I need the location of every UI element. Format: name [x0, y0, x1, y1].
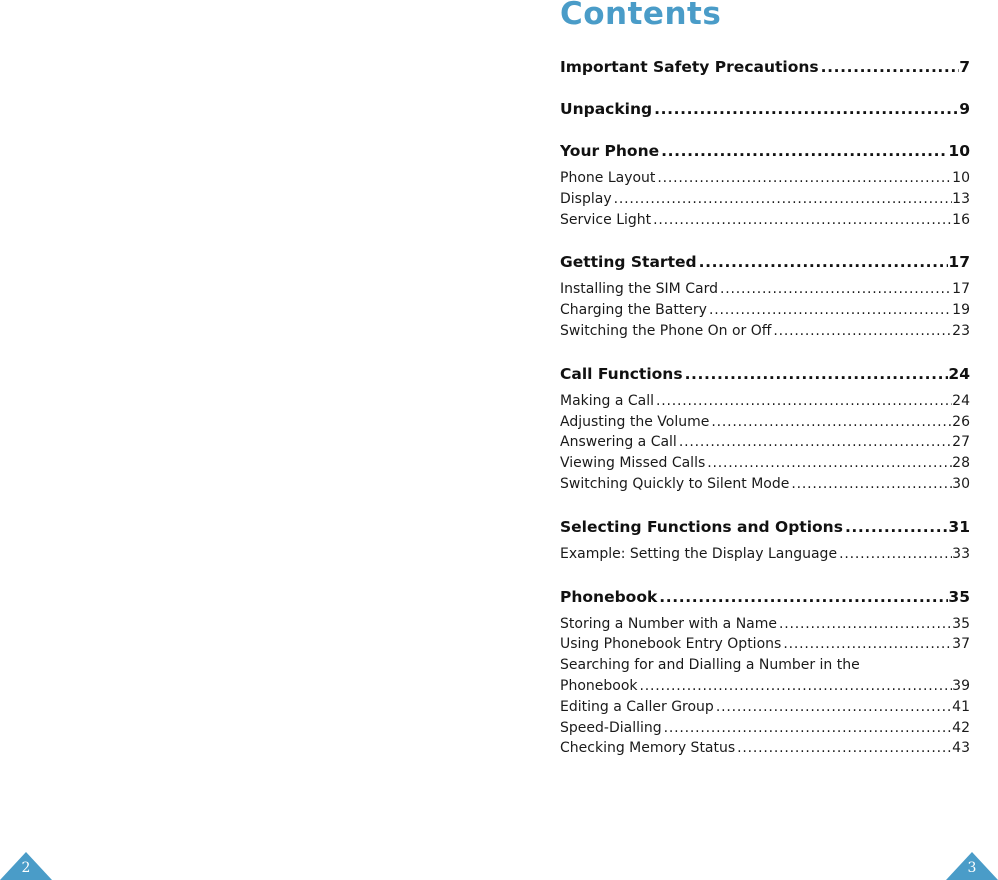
toc-entry-page: 26 [952, 413, 970, 430]
toc-entry-title: Important Safety Precautions [560, 58, 819, 76]
toc-entry-title: Phone Layout [560, 170, 656, 186]
toc-entry-page: 23 [952, 322, 970, 339]
toc-entry[interactable] [560, 391, 970, 412]
toc-chapter-entry[interactable] [560, 364, 970, 384]
toc-entry-page: 17 [952, 281, 970, 298]
table-of-contents [560, 52, 970, 759]
toc-entry-page: 13 [952, 190, 970, 207]
toc-entry[interactable] [560, 189, 970, 210]
toc-entry-page: 37 [952, 636, 970, 653]
toc-entry[interactable] [560, 412, 970, 433]
toc-entry-page: 17 [948, 253, 970, 272]
toc-chapter-entry[interactable] [560, 141, 970, 161]
toc-entry[interactable] [560, 168, 970, 189]
toc-entry-page: 42 [952, 719, 970, 736]
toc-leader-dots [718, 279, 952, 300]
toc-entry-page: 16 [952, 211, 970, 228]
toc-entry-page: 9 [959, 100, 970, 118]
toc-entry-page: 39 [952, 677, 970, 694]
toc-chapter-entry[interactable] [560, 99, 970, 119]
toc-entry[interactable] [560, 738, 970, 759]
toc-leader-dots [652, 99, 959, 119]
page-title: Contents [560, 0, 722, 32]
toc-entry[interactable] [560, 210, 970, 231]
toc-leader-dots [697, 252, 949, 272]
toc-entry[interactable] [560, 614, 970, 635]
toc-chapter-entry[interactable] [560, 57, 970, 77]
toc-entry-title: Selecting Functions and Options [560, 517, 843, 536]
toc-leader-dots [651, 210, 952, 231]
toc-entry-title: Switching Quickly to Silent Mode [560, 475, 790, 492]
toc-entry-page: 30 [952, 475, 970, 492]
toc-entry-title: Making a Call [560, 392, 655, 409]
toc-entry-page: 10 [948, 142, 970, 160]
toc-leader-dots [789, 474, 952, 495]
toc-leader-dots [662, 718, 953, 739]
toc-leader-dots [638, 676, 953, 697]
toc-leader-dots [819, 57, 960, 77]
toc-entry-title: Display [560, 190, 612, 207]
toc-leader-dots [707, 300, 952, 321]
toc-leader-dots [655, 168, 952, 189]
toc-leader-dots [612, 189, 953, 210]
toc-entry-page: 43 [952, 740, 970, 757]
toc-entry[interactable] [560, 544, 970, 565]
toc-entry[interactable] [560, 634, 970, 655]
toc-entry[interactable] [560, 279, 970, 300]
page-number-right-tab [946, 850, 998, 880]
toc-entry-wrapped-line: Searching for and Dialling a Number in the [560, 657, 860, 674]
toc-entry-title: Service Light [560, 211, 652, 228]
toc-entry-page: 31 [948, 517, 970, 536]
toc-leader-dots [705, 453, 952, 474]
page-number-left-tab [0, 850, 52, 880]
toc-entry-title: Answering a Call [560, 434, 677, 451]
toc-entry-title: Storing a Number with a Name [560, 615, 777, 632]
toc-chapter-entry[interactable] [560, 587, 970, 607]
toc-entry-title: Using Phonebook Entry Options [560, 636, 782, 653]
toc-leader-dots [659, 141, 948, 161]
toc-entry[interactable] [560, 718, 970, 739]
toc-leader-dots [843, 517, 948, 537]
toc-leader-dots [714, 697, 952, 718]
toc-entry-page: 35 [948, 587, 970, 606]
toc-entry-title: Adjusting the Volume [560, 413, 710, 430]
toc-entry-title: Phonebook [560, 677, 638, 694]
toc-leader-dots [709, 412, 952, 433]
toc-entry[interactable] [560, 432, 970, 453]
toc-entry-page: 24 [952, 392, 970, 409]
toc-entry-title: Installing the SIM Card [560, 281, 718, 298]
toc-entry-title: Editing a Caller Group [560, 698, 714, 715]
toc-leader-dots [781, 634, 952, 655]
toc-entry-page: 10 [952, 170, 970, 186]
toc-entry-title: Getting Started [560, 253, 697, 272]
toc-entry-title: Your Phone [560, 142, 660, 160]
toc-entry-page: 24 [948, 364, 970, 383]
page-number-left: 2 [21, 860, 31, 876]
toc-leader-dots [735, 738, 952, 759]
toc-entry-title: Speed-Dialling [560, 719, 662, 736]
toc-entry-title: Checking Memory Status [560, 740, 736, 757]
toc-entry-page: 28 [952, 455, 970, 472]
page-number-right: 3 [967, 860, 977, 876]
toc-chapter-entry[interactable] [560, 517, 970, 537]
toc-chapter-entry[interactable] [560, 252, 970, 272]
toc-leader-dots [657, 587, 948, 607]
toc-entry[interactable] [560, 697, 970, 718]
toc-entry-title: Example: Setting the Display Language [560, 545, 838, 562]
toc-entry[interactable] [560, 474, 970, 495]
toc-entry[interactable] [560, 300, 970, 321]
toc-entry-page: 27 [952, 434, 970, 451]
toc-entry-page: 35 [952, 615, 970, 632]
toc-entry-page: 7 [959, 58, 970, 76]
toc-entry-title: Charging the Battery [560, 302, 707, 319]
toc-entry-title: Switching the Phone On or Off [560, 322, 772, 339]
toc-leader-dots [683, 364, 949, 384]
toc-entry[interactable] [560, 453, 970, 474]
toc-entry-title: Call Functions [560, 364, 683, 383]
toc-entry-title: Viewing Missed Calls [560, 455, 706, 472]
toc-leader-dots [837, 544, 952, 565]
toc-entry[interactable] [560, 321, 970, 342]
toc-leader-dots [771, 321, 952, 342]
toc-leader-dots [654, 391, 952, 412]
toc-entry-page: 19 [952, 302, 970, 319]
toc-entry-page: 41 [952, 698, 970, 715]
toc-leader-dots [777, 614, 952, 635]
toc-entry-title: Phonebook [560, 587, 658, 606]
toc-entry[interactable] [560, 676, 970, 697]
toc-entry-page: 33 [952, 545, 970, 562]
toc-leader-dots [677, 432, 952, 453]
toc-entry-title: Unpacking [560, 100, 653, 118]
